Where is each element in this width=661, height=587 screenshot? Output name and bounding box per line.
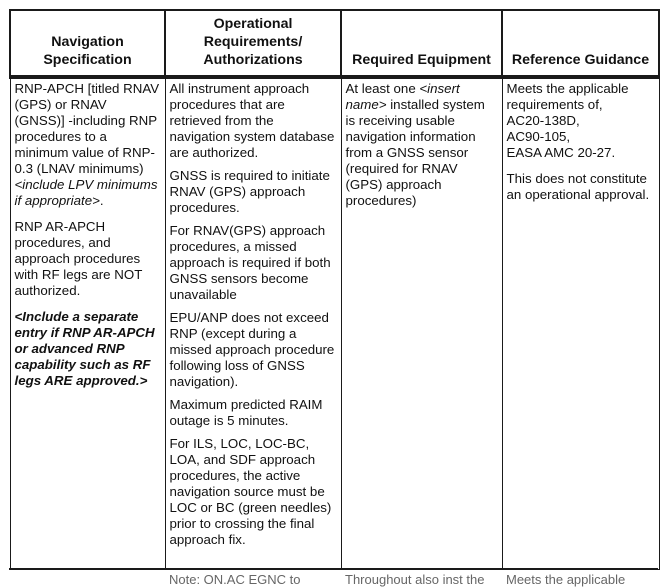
ops-requirement-item: EPU/ANP does not exceed RNP (except during a missed approach procedure following loss of GNSS navigation). [169,310,335,389]
cell-reference-guidance [502,77,659,569]
nav-spec-separate-entry-note: <Include a separate entry if RNP AR-APCH or advanced RNP capability such as RF legs ARE approved.> [14,309,155,388]
ops-requirement-item: GNSS is required to initiate RNAV (GPS) approach procedures. [169,168,330,215]
cell-operational-requirements [165,77,341,569]
equipment-text-rest: installed system is receiving usable navigation information from a GNSS sensor (required for RNAV (GPS) approach procedures) [345,97,485,208]
table-row [10,77,659,569]
reference-note: This does not constitute an operational approval. [506,171,650,202]
equipment-placeholder: <insert name> [345,81,460,112]
header-reference-guidance: Reference Guidance [502,10,659,77]
ops-requirement-item: All instrument approach procedures that are retrieved from the navigation system database are authorized. [169,81,335,160]
cell-required-equipment [341,77,502,569]
next-row-cell: Throughout also inst the [345,572,485,587]
nav-spec-text: RNP-APCH [titled RNAV (GPS) or RNAV (GNSS)] -including RNP procedures to a minimum value of RNP-0.3 (LNAV minimums) [14,81,160,176]
equipment-paragraph [346,81,498,209]
header-navigation-specification: Navigation Specification [10,10,165,77]
reference-ac20-138d: AC20-138D, [506,113,580,128]
reference-intro: Meets the applicable requirements of, [506,81,629,112]
reference-paragraph [507,81,655,161]
requirements-table [9,9,660,570]
next-table-row-partial [9,568,658,587]
next-row-cell: Meets the applicable [506,572,626,587]
header-operational-requirements: Operational Requirements/ Authorizations [165,10,341,77]
table-header-row [10,10,659,77]
next-row-cell: Note: ON.AC EGNC to [169,572,301,587]
ops-requirement-item: For ILS, LOC, LOC-BC, LOA, and SDF approach procedures, the active navigation source must be LOC or BC (green needles) prior to crossing the final approach fix. [169,436,332,547]
nav-spec-placeholder: <include LPV minimums if appropriate> [14,177,158,208]
nav-spec-period: . [99,193,104,208]
ops-requirement-item: For RNAV(GPS) approach procedures, a missed approach is required if both GNSS sensors become unavailable [169,223,331,302]
nav-spec-ar-apch-note: RNP AR-APCH procedures, and approach procedures with RF legs are NOT authorized. [14,219,143,298]
reference-easa-amc: EASA AMC 20-27. [506,145,616,160]
header-required-equipment: Required Equipment [341,10,502,77]
equipment-text: At least one [345,81,420,96]
reference-ac90-105: AC90-105, [506,129,571,144]
nav-spec-paragraph [15,81,161,209]
cell-navigation-specification [10,77,165,569]
ops-requirement-item: Maximum predicted RAIM outage is 5 minutes. [169,397,323,428]
